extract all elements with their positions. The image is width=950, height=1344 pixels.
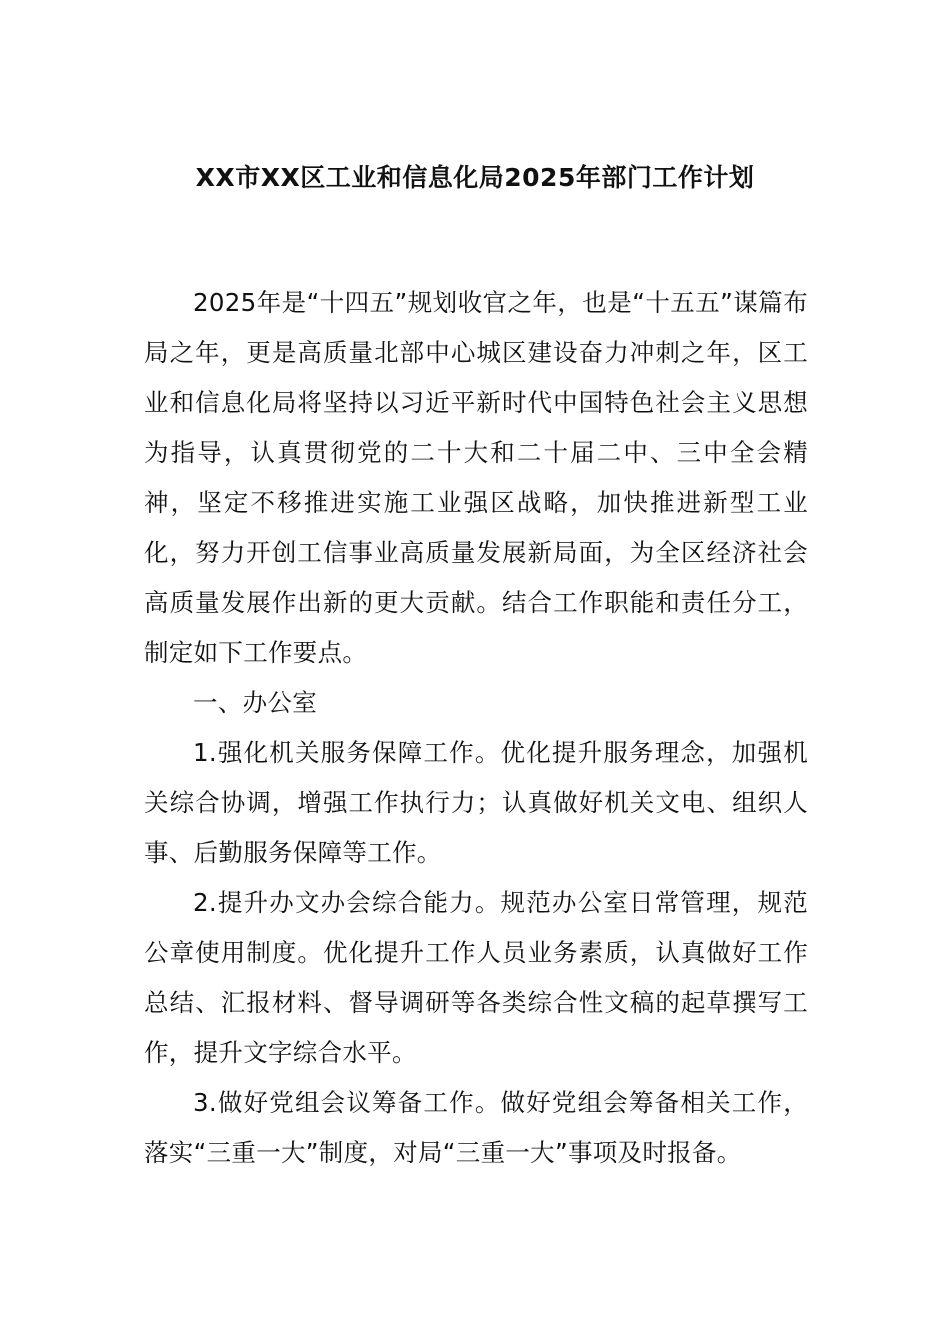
intro-paragraph: 2025年是“十四五”规划收官之年，也是“十五五”谋篇布局之年，更是高质量北部中心城区建设奋力冲刺之年，区工业和信息化局将坚持以习近平新时代中国特色社会主义思想为指导，认真贯彻党的二十大和二十届二中、三中全会精神，坚定不移推进实施工业强区战略，加快推进新型工业化，努力开创工信事业高质量发展新局面，为全区经济社会高质量发展作出新的更大贡献。结合工作职能和责任分工，制定如下工作要点。 <box>144 288 808 667</box>
document-title: XX市XX区工业和信息化局2025年部门工作计划 <box>195 163 755 192</box>
item-paragraph-3: 3.做好党组会议筹备工作。做好党组会筹备相关工作，落实“三重一大”制度，对局“三重一大”事项及时报备。 <box>144 1088 808 1167</box>
document-body <box>144 278 808 1178</box>
item-paragraph-2: 2.提升办文办会综合能力。规范办公室日常管理，规范公章使用制度。优化提升工作人员业务素质，认真做好工作总结、汇报材料、督导调研等各类综合性文稿的起草撰写工作，提升文字综合水平。 <box>144 888 808 1067</box>
section-heading-office: 一、办公室 <box>193 688 317 717</box>
item-paragraph-1: 1.强化机关服务保障工作。优化提升服务理念，加强机关综合协调，增强工作执行力；认真做好机关文电、组织人事、后勤服务保障等工作。 <box>144 738 808 867</box>
